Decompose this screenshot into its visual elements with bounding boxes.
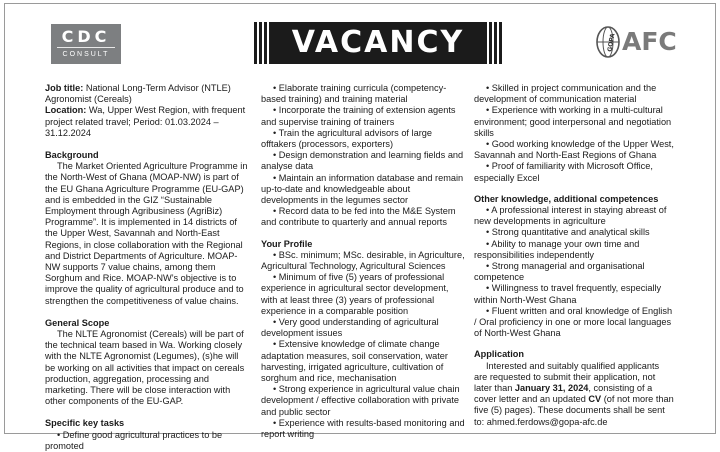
task-item: • Incorporate the training of extension agents and supervise training of trainers: [261, 105, 456, 127]
background-text: The Market Oriented Agriculture Programme in the North-West of Ghana (MOAP-NW) is part of the EU Ghana Agriculture Programme (EU-GAP) and is embedded in the GIZ “Sustainable Employment through Agribusiness (AgriBiz) Programme”. It is implemented in 14 districts of the Upper West, Savannah and North-East Regions, in close collaboration with the Regional and District Departments of Agriculture. MOAP-NW supports 7 value chains, among them Sorghum and Rice. MOAP-NW’s objective is to improve the quality of agricultural produce and to strengthen the competitiveness of value chains.: [45, 161, 248, 306]
right-stripes: [484, 22, 502, 64]
other-item: • Strong managerial and organisational competence: [474, 261, 645, 283]
other-item: • Strong quantitative and analytical skills: [486, 227, 650, 238]
cdc-consult-logo: [51, 24, 121, 64]
task-item: • Define good agricultural practices to be promoted: [45, 429, 223, 451]
key-tasks-heading: Specific key tasks: [45, 418, 125, 429]
job-title-line: Job title: National Long-Term Advisor (NTLE) Agronomist (Cereals): [45, 83, 231, 105]
afc-logo-text: AFC: [622, 27, 677, 56]
deadline: January 31, 2024: [514, 383, 589, 394]
globe-icon: [595, 25, 621, 59]
task-item: • Design demonstration and learning fields and analyse data: [261, 150, 464, 172]
profile-item: • Very good understanding of agricultural development issues: [261, 317, 439, 339]
profile-item: • Strong experience in agricultural value chain development / effective collaboration with private and public sector: [261, 384, 460, 417]
left-stripes: [254, 22, 272, 64]
profile-item: • Skilled in project communication and the development of communication material: [474, 83, 657, 105]
other-item: • A professional interest in staying abreast of new developments in agriculture: [474, 205, 667, 227]
general-scope-text: The NLTE Agronomist (Cereals) will be part of the technical team based in Wa. Working closely with the NLTE Agronomist (Legumes), (s)he will be working on all activities that impact on cereals production, aggregation, processing and marketing. There will be close interaction with other components of the EU-GAP.: [45, 329, 245, 407]
application-text: Interested and suitably qualified applicants are requested to submit their application, not later than January 31, 2024, consisting of a cover letter and an updated CV (of not more than five (5) pages). These documents shall be sent to: ahmed.ferdows@gopa-afc.de: [474, 360, 674, 427]
gopa-afc-logo: [595, 25, 675, 61]
cdc-logo-subtext: CONSULT: [62, 51, 110, 58]
profile-item: • Minimum of five (5) years of professional experience in agricultural sector development, with at least three (3) years of professional experience in a comparable position: [261, 272, 449, 316]
location-line: Location: Wa, Upper West Region, with frequent project related travel; Period: 01.03.2024 – 31.12.2024: [45, 105, 246, 138]
vacancy-advert: [4, 3, 716, 451]
column-1: [45, 83, 248, 452]
task-item: • Train the agricultural advisors of large offtakers (processors, exporters): [261, 127, 432, 150]
key-tasks-continued: [261, 83, 467, 229]
column-3: [474, 83, 674, 428]
profile-item: • Extensive knowledge of climate change adaptation measures, soil conservation, water harvesting, irrigated agriculture, cultivation of sorghum and rice, mechanisation: [261, 339, 448, 384]
profile-heading: Your Profile: [261, 238, 313, 249]
profile-item: • Experience with results-based monitoring and report writing: [261, 417, 465, 440]
cdc-logo-text: CDC: [61, 27, 111, 46]
profile-item: • Proof of familiarity with Microsoft Office, especially Excel: [474, 161, 653, 183]
profile-item: • Good working knowledge of the Upper West, Savannah and North-East Regions of Ghana: [474, 139, 674, 161]
other-item: • Fluent written and oral knowledge of English / Oral proficiency in one or more local languages of North-West Ghana: [474, 305, 673, 339]
background-heading: Background: [45, 150, 99, 161]
header: [5, 4, 715, 76]
profile-item: • Experience with working in a multi-cultural environment; good interpersonal and negotiation skills: [474, 105, 672, 138]
task-item: • Elaborate training curricula (competency-based training) and training material: [261, 83, 447, 105]
application-heading: Application: [474, 349, 525, 360]
other-knowledge-heading: Other knowledge, additional competences: [474, 193, 659, 204]
gopa-text: GOPA: [606, 32, 617, 53]
vacancy-banner: VACANCY: [272, 22, 484, 64]
task-item: • Record data to be fed into the M&E System and contribute to quarterly and annual reports: [261, 206, 456, 228]
other-item: • Ability to manage your own time and responsibilities independently: [474, 238, 640, 260]
column-2: [261, 83, 467, 440]
profile-item: • BSc. minimum; MSc. desirable, in Agriculture, Agricultural Technology, Agricultural Sciences: [261, 249, 465, 272]
other-item: • Willingness to travel frequently, especially within North-West Ghana: [474, 283, 662, 305]
task-item: • Maintain an information database and remain up-to-date and knowledgeable about developments in the legumes sector: [261, 172, 464, 206]
general-scope-heading: General Scope: [45, 317, 110, 328]
